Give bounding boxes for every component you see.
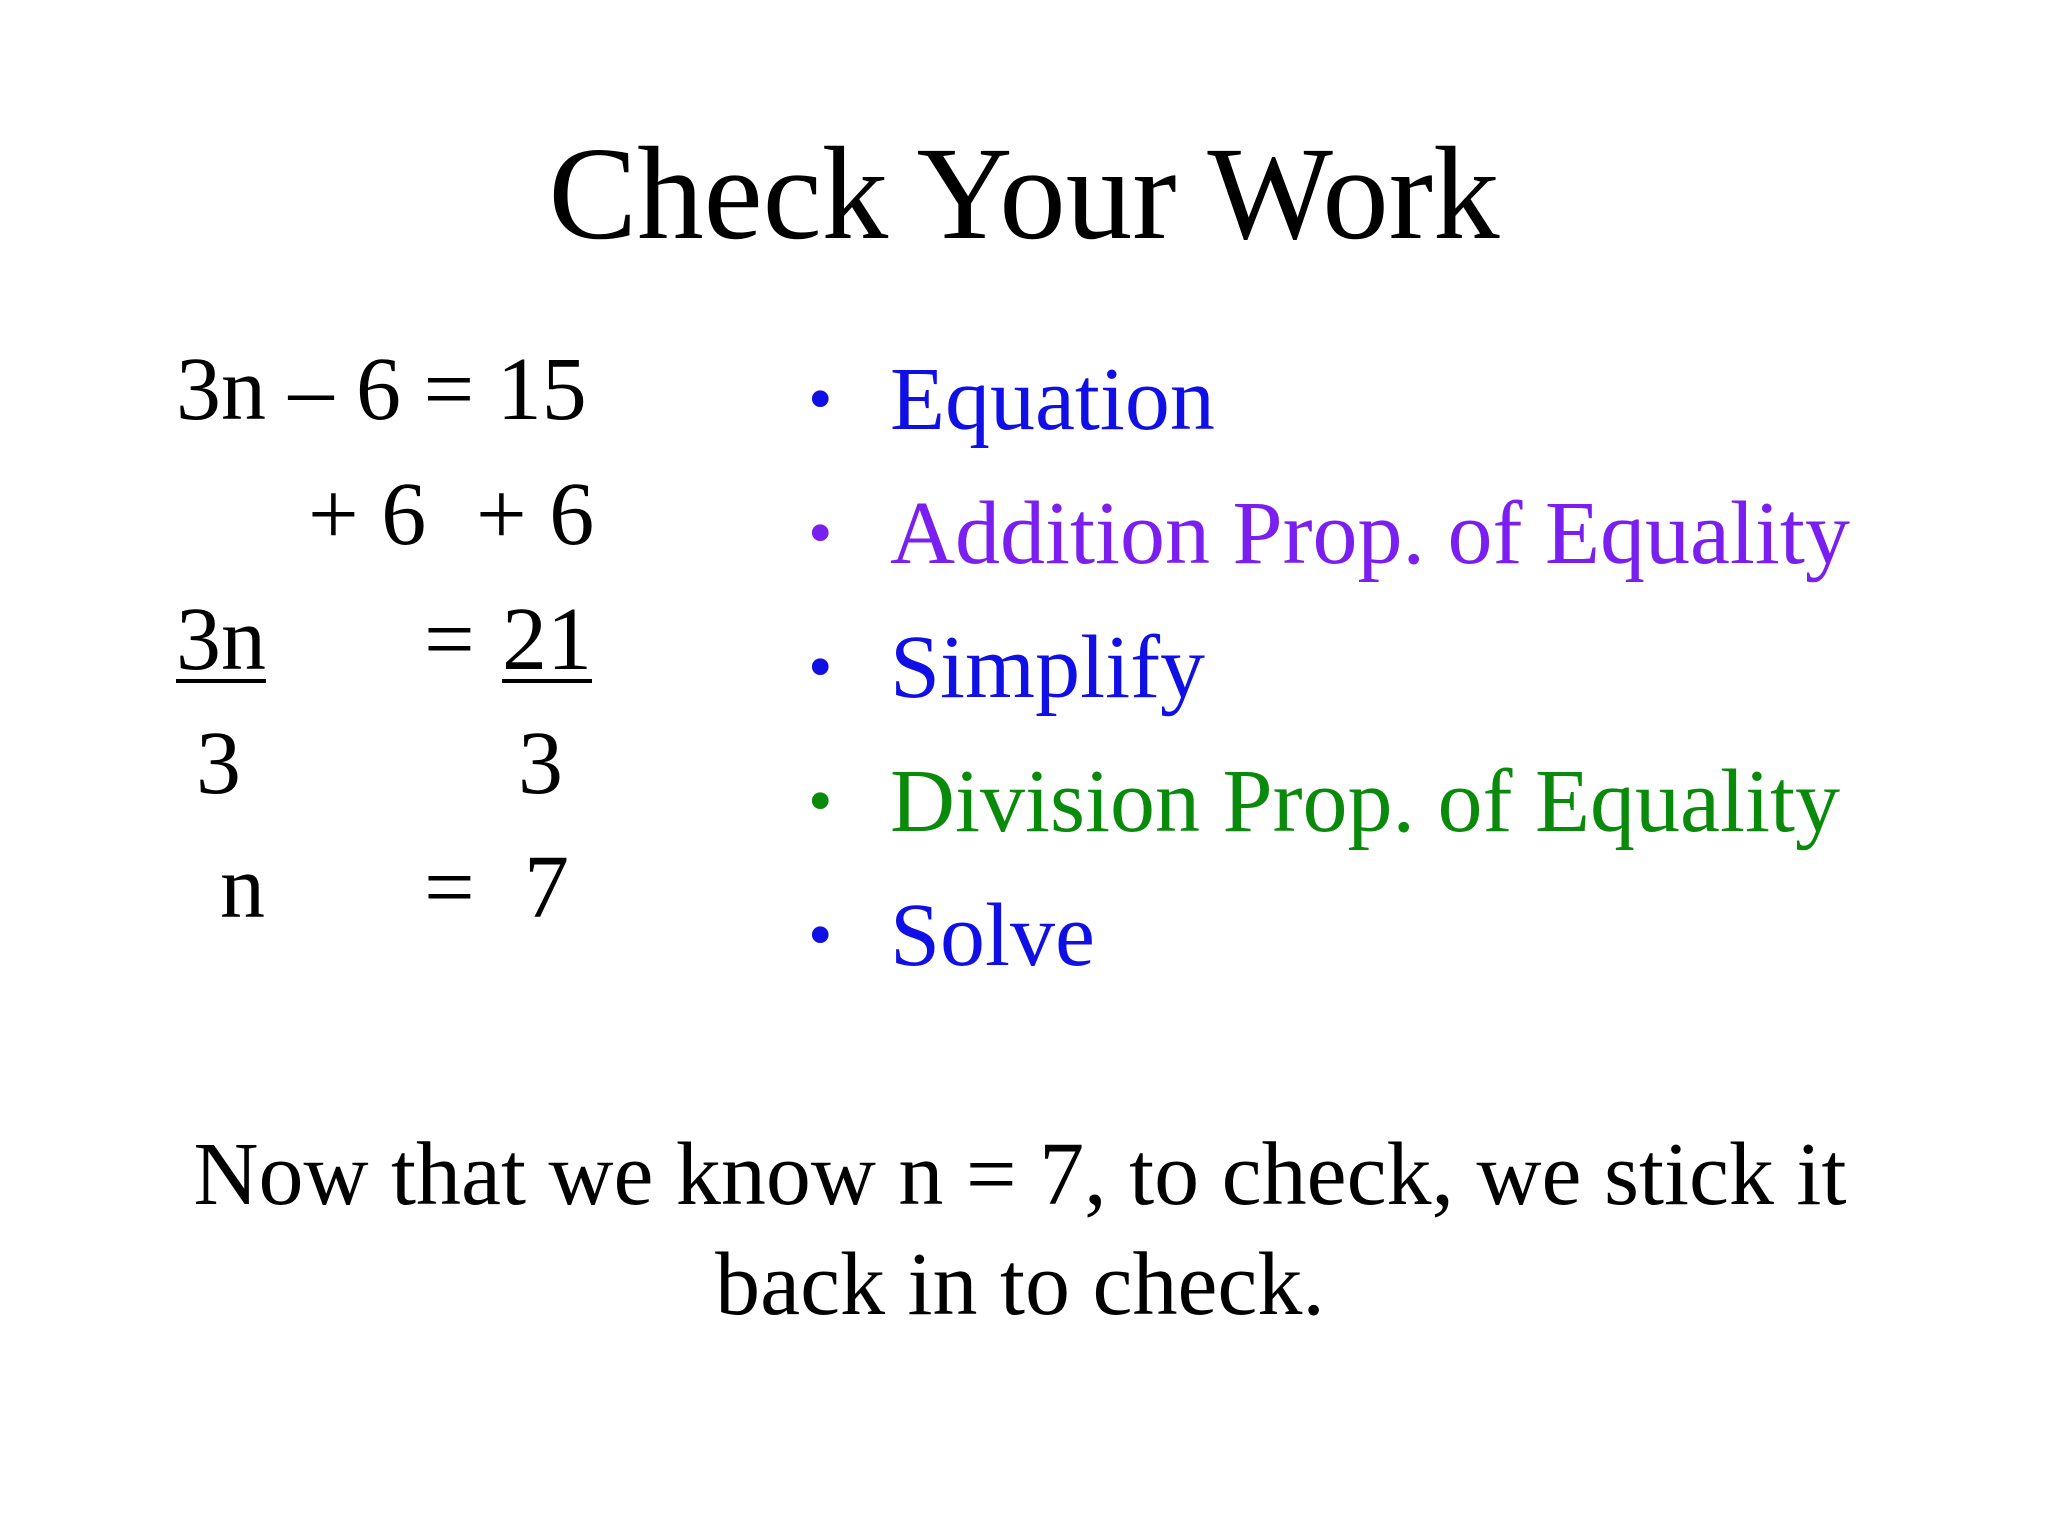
bullet-dot: • <box>808 629 833 706</box>
equation-line-3-equals: = <box>424 590 475 689</box>
equation-line-3-left: 3n <box>176 590 266 689</box>
equation-line-5-left: n <box>220 838 265 937</box>
bullet-dot: • <box>808 897 833 974</box>
equation-line-5-right: 7 <box>524 838 569 937</box>
conclusion-text: Now that we know n = 7, to check, we stick it back in to check. <box>193 1125 1847 1334</box>
equation-line-3-right: 21 <box>502 590 592 689</box>
bullet-label: Solve <box>890 886 1096 985</box>
equation-line-4-left: 3 <box>196 714 241 813</box>
equation-line-5-equals: = <box>424 838 475 937</box>
bullet-label: Division Prop. of Equality <box>890 752 1840 851</box>
bullet-dot: • <box>808 495 833 572</box>
bullet-label: Addition Prop. of Equality <box>890 484 1850 583</box>
bullet-dot: • <box>808 763 833 840</box>
equation-line-2-left: + 6 <box>308 465 427 564</box>
equation-line-2-right: + 6 <box>476 465 595 564</box>
bullet-label: Equation <box>890 350 1215 449</box>
equation-line-1: 3n – 6 = 15 <box>176 340 587 439</box>
bullet-label: Simplify <box>890 618 1206 717</box>
bullet-dot: • <box>808 361 833 438</box>
slide-title: Check Your Work <box>548 119 1500 267</box>
equation-line-4-right: 3 <box>518 714 563 813</box>
